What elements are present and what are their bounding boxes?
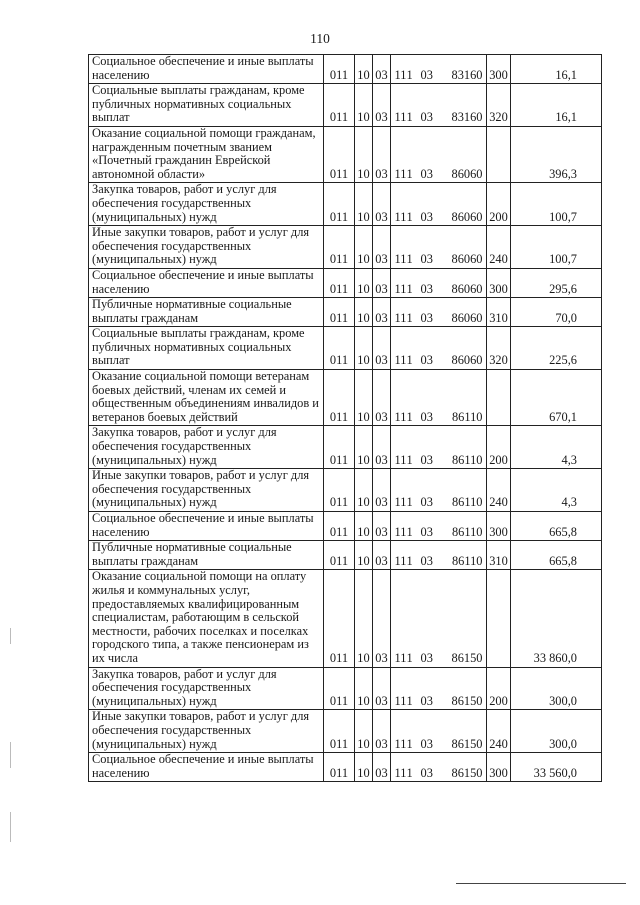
target-article-code [391, 469, 487, 512]
section-code: 10 [355, 183, 373, 226]
code-part-4: 86150 [451, 650, 483, 665]
row-name: Социальные выплаты гражданам, кроме публичных нормативных социальных выплат [89, 327, 324, 370]
table-row [89, 226, 602, 269]
code-part-4: 86060 [451, 166, 483, 181]
code-part-2: 1 [406, 495, 413, 510]
expense-type-code: 300 [487, 753, 511, 782]
expense-type-code: 240 [487, 710, 511, 753]
code-part-3: 03 [420, 67, 433, 82]
footer-line [456, 883, 626, 884]
expense-type-code: 310 [487, 298, 511, 327]
code-part-1: 11 [394, 553, 407, 568]
row-name: Социальное обеспечение и иные выплаты населению [89, 753, 324, 782]
code-part-1: 11 [394, 166, 407, 181]
subsection-code: 03 [373, 469, 391, 512]
section-code: 10 [355, 469, 373, 512]
section-code: 10 [355, 512, 373, 541]
target-article-parts [395, 652, 483, 666]
admin-code: 011 [324, 84, 355, 127]
code-part-3: 03 [420, 553, 433, 568]
subsection-code: 03 [373, 541, 391, 570]
row-name: Закупка товаров, работ и услуг для обеспечения государственных (муниципальных) нужд [89, 426, 324, 469]
table-row [89, 541, 602, 570]
amount: 33 560,0 [511, 753, 602, 782]
expense-type-code: 320 [487, 84, 511, 127]
code-part-2: 1 [406, 736, 413, 751]
table-row [89, 469, 602, 512]
row-name: Оказание социальной помощи на оплату жилья и коммунальных услуг, предоставляемых квалифицированным специалистам, работающим в сельской местности, рабочих поселках и поселках городского типа, а также пенсионерам из их числа [89, 570, 324, 667]
admin-code: 011 [324, 710, 355, 753]
expense-type-code [487, 570, 511, 667]
table-body [89, 55, 602, 782]
code-part-2: 1 [406, 524, 413, 539]
table-row [89, 512, 602, 541]
target-article-code [391, 84, 487, 127]
amount: 665,8 [511, 512, 602, 541]
admin-code: 011 [324, 298, 355, 327]
target-article-code [391, 541, 487, 570]
table-row [89, 84, 602, 127]
code-part-1: 11 [394, 310, 407, 325]
code-part-3: 03 [420, 452, 433, 467]
target-article-parts [395, 454, 483, 468]
admin-code: 011 [324, 226, 355, 269]
code-part-1: 11 [394, 209, 407, 224]
target-article-code [391, 268, 487, 297]
code-part-4: 86060 [451, 310, 483, 325]
row-name: Социальное обеспечение и иные выплаты населению [89, 512, 324, 541]
table-row [89, 710, 602, 753]
expense-type-code: 310 [487, 541, 511, 570]
code-part-1: 11 [394, 736, 407, 751]
table-row [89, 327, 602, 370]
code-part-2: 1 [406, 452, 413, 467]
code-part-1: 11 [394, 281, 407, 296]
code-part-1: 11 [394, 252, 407, 267]
target-article-code [391, 327, 487, 370]
table-row [89, 183, 602, 226]
admin-code: 011 [324, 469, 355, 512]
admin-code: 011 [324, 570, 355, 667]
target-article-parts [395, 767, 483, 781]
code-part-4: 86110 [451, 495, 483, 510]
target-article-code [391, 55, 487, 84]
code-part-1: 11 [394, 765, 407, 780]
row-name: Публичные нормативные социальные выплаты гражданам [89, 298, 324, 327]
admin-code: 011 [324, 268, 355, 297]
code-part-3: 03 [420, 524, 433, 539]
code-part-2: 1 [406, 693, 413, 708]
section-code: 10 [355, 268, 373, 297]
subsection-code: 03 [373, 84, 391, 127]
admin-code: 011 [324, 426, 355, 469]
margin-mark [10, 628, 11, 644]
target-article-code [391, 226, 487, 269]
subsection-code: 03 [373, 126, 391, 182]
code-part-3: 03 [420, 693, 433, 708]
target-article-parts [395, 312, 483, 326]
code-part-3: 03 [420, 166, 433, 181]
row-name: Оказание социальной помощи гражданам, награжденным почетным званием «Почетный гражданин Еврейской автономной области» [89, 126, 324, 182]
amount: 100,7 [511, 183, 602, 226]
code-part-2: 1 [406, 110, 413, 125]
amount: 300,0 [511, 710, 602, 753]
code-part-3: 03 [420, 353, 433, 368]
admin-code: 011 [324, 55, 355, 84]
target-article-parts [395, 411, 483, 425]
target-article-code [391, 512, 487, 541]
target-article-code [391, 753, 487, 782]
subsection-code: 03 [373, 667, 391, 710]
section-code: 10 [355, 570, 373, 667]
row-name: Социальные выплаты гражданам, кроме публичных нормативных социальных выплат [89, 84, 324, 127]
target-article-parts [395, 168, 483, 182]
code-part-3: 03 [420, 765, 433, 780]
section-code: 10 [355, 370, 373, 426]
section-code: 10 [355, 541, 373, 570]
row-name: Социальное обеспечение и иные выплаты населению [89, 268, 324, 297]
expense-type-code: 240 [487, 469, 511, 512]
code-part-4: 83160 [451, 67, 483, 82]
row-name: Социальное обеспечение и иные выплаты населению [89, 55, 324, 84]
section-code: 10 [355, 298, 373, 327]
code-part-1: 11 [394, 452, 407, 467]
row-name: Оказание социальной помощи ветеранам боевых действий, членам их семей и общественным объединениям инвалидов и ветеранов боевых действий [89, 370, 324, 426]
code-part-3: 03 [420, 110, 433, 125]
code-part-2: 1 [406, 281, 413, 296]
section-code: 10 [355, 667, 373, 710]
code-part-2: 1 [406, 650, 413, 665]
target-article-parts [395, 526, 483, 540]
expense-type-code: 300 [487, 268, 511, 297]
code-part-4: 86150 [451, 765, 483, 780]
code-part-2: 1 [406, 310, 413, 325]
expense-type-code: 200 [487, 667, 511, 710]
target-article-parts [395, 253, 483, 267]
amount: 4,3 [511, 426, 602, 469]
table-row [89, 126, 602, 182]
code-part-4: 86060 [451, 353, 483, 368]
table-row [89, 426, 602, 469]
code-part-4: 86150 [451, 736, 483, 751]
admin-code: 011 [324, 370, 355, 426]
row-name: Иные закупки товаров, работ и услуг для обеспечения государственных (муниципальных) нужд [89, 710, 324, 753]
target-article-code [391, 370, 487, 426]
code-part-4: 86060 [451, 209, 483, 224]
code-part-1: 11 [394, 110, 407, 125]
subsection-code: 03 [373, 298, 391, 327]
row-name: Иные закупки товаров, работ и услуг для обеспечения государственных (муниципальных) нужд [89, 226, 324, 269]
admin-code: 011 [324, 541, 355, 570]
table-row [89, 370, 602, 426]
subsection-code: 03 [373, 268, 391, 297]
admin-code: 011 [324, 667, 355, 710]
code-part-1: 11 [394, 693, 407, 708]
section-code: 10 [355, 753, 373, 782]
subsection-code: 03 [373, 570, 391, 667]
subsection-code: 03 [373, 370, 391, 426]
admin-code: 011 [324, 753, 355, 782]
subsection-code: 03 [373, 55, 391, 84]
target-article-parts [395, 111, 483, 125]
section-code: 10 [355, 226, 373, 269]
code-part-3: 03 [420, 281, 433, 296]
expense-type-code [487, 126, 511, 182]
table-row [89, 753, 602, 782]
amount: 16,1 [511, 84, 602, 127]
code-part-2: 1 [406, 209, 413, 224]
code-part-2: 1 [406, 67, 413, 82]
table-row [89, 570, 602, 667]
code-part-4: 86060 [451, 281, 483, 296]
section-code: 10 [355, 327, 373, 370]
target-article-parts [395, 738, 483, 752]
target-article-code [391, 426, 487, 469]
target-article-code [391, 183, 487, 226]
table-row [89, 298, 602, 327]
expense-type-code: 300 [487, 512, 511, 541]
admin-code: 011 [324, 327, 355, 370]
code-part-1: 11 [394, 67, 407, 82]
subsection-code: 03 [373, 753, 391, 782]
code-part-3: 03 [420, 409, 433, 424]
margin-mark [10, 812, 11, 842]
amount: 670,1 [511, 370, 602, 426]
code-part-3: 03 [420, 252, 433, 267]
subsection-code: 03 [373, 226, 391, 269]
admin-code: 011 [324, 183, 355, 226]
target-article-code [391, 667, 487, 710]
amount: 16,1 [511, 55, 602, 84]
target-article-code [391, 570, 487, 667]
code-part-4: 83160 [451, 110, 483, 125]
target-article-parts [395, 555, 483, 569]
expense-type-code: 300 [487, 55, 511, 84]
target-article-parts [395, 354, 483, 368]
amount: 100,7 [511, 226, 602, 269]
code-part-2: 1 [406, 353, 413, 368]
target-article-code [391, 710, 487, 753]
code-part-2: 1 [406, 553, 413, 568]
amount: 396,3 [511, 126, 602, 182]
expense-type-code: 240 [487, 226, 511, 269]
amount: 70,0 [511, 298, 602, 327]
row-name: Публичные нормативные социальные выплаты гражданам [89, 541, 324, 570]
code-part-4: 86110 [451, 553, 483, 568]
table-row [89, 667, 602, 710]
code-part-3: 03 [420, 650, 433, 665]
amount: 4,3 [511, 469, 602, 512]
amount: 665,8 [511, 541, 602, 570]
amount: 225,6 [511, 327, 602, 370]
section-code: 10 [355, 426, 373, 469]
table-row [89, 268, 602, 297]
code-part-3: 03 [420, 736, 433, 751]
subsection-code: 03 [373, 426, 391, 469]
subsection-code: 03 [373, 183, 391, 226]
target-article-parts [395, 211, 483, 225]
section-code: 10 [355, 84, 373, 127]
code-part-3: 03 [420, 209, 433, 224]
expense-type-code: 200 [487, 426, 511, 469]
code-part-1: 11 [394, 650, 407, 665]
row-name: Закупка товаров, работ и услуг для обеспечения государственных (муниципальных) нужд [89, 667, 324, 710]
code-part-3: 03 [420, 310, 433, 325]
code-part-4: 86060 [451, 252, 483, 267]
admin-code: 011 [324, 126, 355, 182]
expense-type-code: 320 [487, 327, 511, 370]
target-article-parts [395, 283, 483, 297]
section-code: 10 [355, 126, 373, 182]
expense-type-code [487, 370, 511, 426]
code-part-4: 86150 [451, 693, 483, 708]
budget-table [88, 54, 602, 782]
target-article-code [391, 298, 487, 327]
code-part-1: 11 [394, 524, 407, 539]
code-part-2: 1 [406, 765, 413, 780]
subsection-code: 03 [373, 710, 391, 753]
code-part-4: 86110 [451, 524, 483, 539]
expense-type-code: 200 [487, 183, 511, 226]
row-name: Закупка товаров, работ и услуг для обеспечения государственных (муниципальных) нужд [89, 183, 324, 226]
target-article-code [391, 126, 487, 182]
page-number: 110 [310, 31, 330, 46]
code-part-4: 86110 [451, 452, 483, 467]
target-article-parts [395, 695, 483, 709]
margin-mark [10, 742, 11, 768]
code-part-2: 1 [406, 252, 413, 267]
subsection-code: 03 [373, 327, 391, 370]
section-code: 10 [355, 710, 373, 753]
code-part-1: 11 [394, 495, 407, 510]
admin-code: 011 [324, 512, 355, 541]
code-part-1: 11 [394, 353, 407, 368]
table-row [89, 55, 602, 84]
amount: 300,0 [511, 667, 602, 710]
section-code: 10 [355, 55, 373, 84]
code-part-1: 11 [394, 409, 407, 424]
code-part-3: 03 [420, 495, 433, 510]
code-part-2: 1 [406, 166, 413, 181]
target-article-parts [395, 496, 483, 510]
target-article-parts [395, 69, 483, 83]
row-name: Иные закупки товаров, работ и услуг для обеспечения государственных (муниципальных) нужд [89, 469, 324, 512]
subsection-code: 03 [373, 512, 391, 541]
amount: 295,6 [511, 268, 602, 297]
code-part-4: 86110 [451, 409, 483, 424]
amount: 33 860,0 [511, 570, 602, 667]
code-part-2: 1 [406, 409, 413, 424]
